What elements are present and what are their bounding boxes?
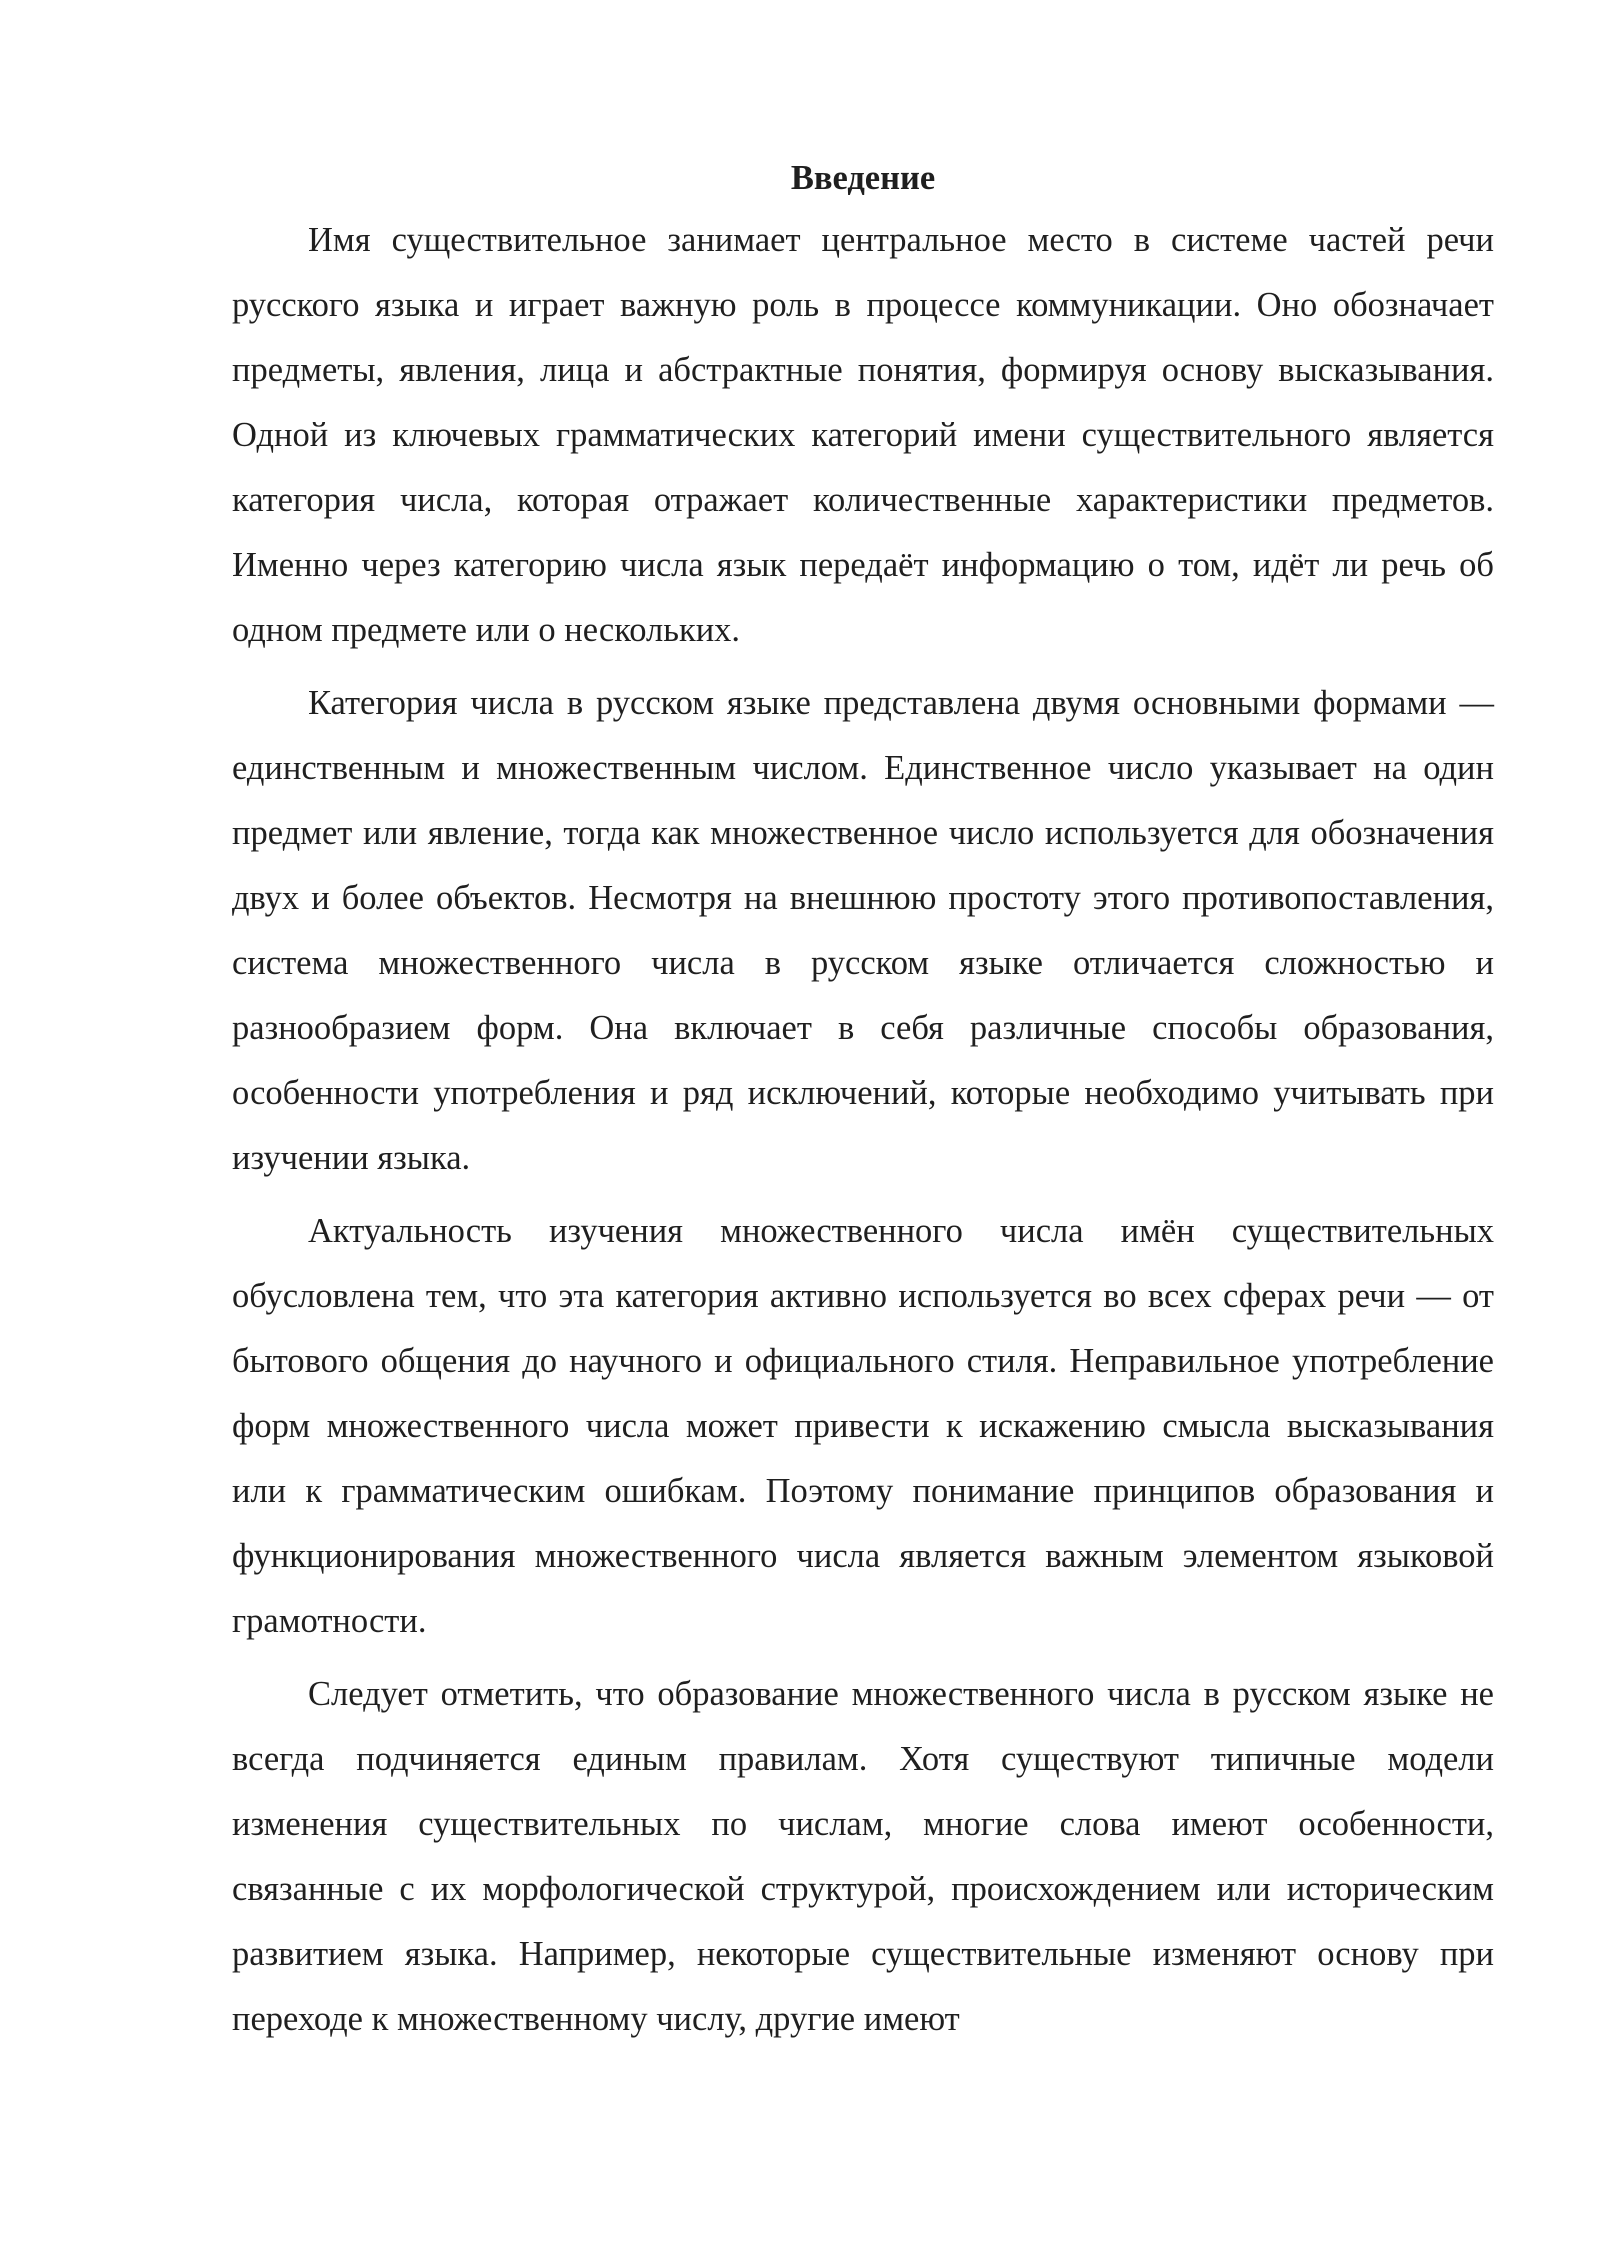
paragraph-4: Следует отметить, что образование множественного числа в русском языке не всегда подчиняется единым правилам. Хотя существуют типичные модели изменения существительных по числам, многие слова имеют особенности, связанные с их морфологической структурой, происхождением или историческим развитием языка. Например, некоторые существительные изменяют основу при переходе к множественному числу, другие имеют [232, 1675, 1494, 2038]
document-body [232, 148, 1494, 2052]
paragraph-2: Категория числа в русском языке представлена двумя основными формами — единственным и множественным числом. Единственное число указывает на один предмет или явление, тогда как множественное число используется для обозначения двух и более объектов. Несмотря на внешнюю простоту этого противопоставления, система множественного числа в русском языке отличается сложностью и разнообразием форм. Она включает в себя различные способы образования, особенности употребления и ряд исключений, которые необходимо учитывать при изучении языка. [232, 684, 1494, 1177]
paragraph-3: Актуальность изучения множественного числа имён существительных обусловлена тем, что эта категория активно используется во всех сферах речи — от бытового общения до научного и официального стиля. Неправильное употребление форм множественного числа может привести к искажению смысла высказывания или к грамматическим ошибкам. Поэтому понимание принципов образования и функционирования множественного числа является важным элементом языковой грамотности. [232, 1212, 1494, 1640]
paragraph-1: Имя существительное занимает центральное место в системе частей речи русского языка и играет важную роль в процессе коммуникации. Оно обозначает предметы, явления, лица и абстрактные понятия, формируя основу высказывания. Одной из ключевых грамматических категорий имени существительного является категория числа, которая отражает количественные характеристики предметов. Именно через категорию числа язык передаёт информацию о том, идёт ли речь об одном предмете или о нескольких. [232, 221, 1494, 649]
document-title: Введение [790, 159, 936, 197]
